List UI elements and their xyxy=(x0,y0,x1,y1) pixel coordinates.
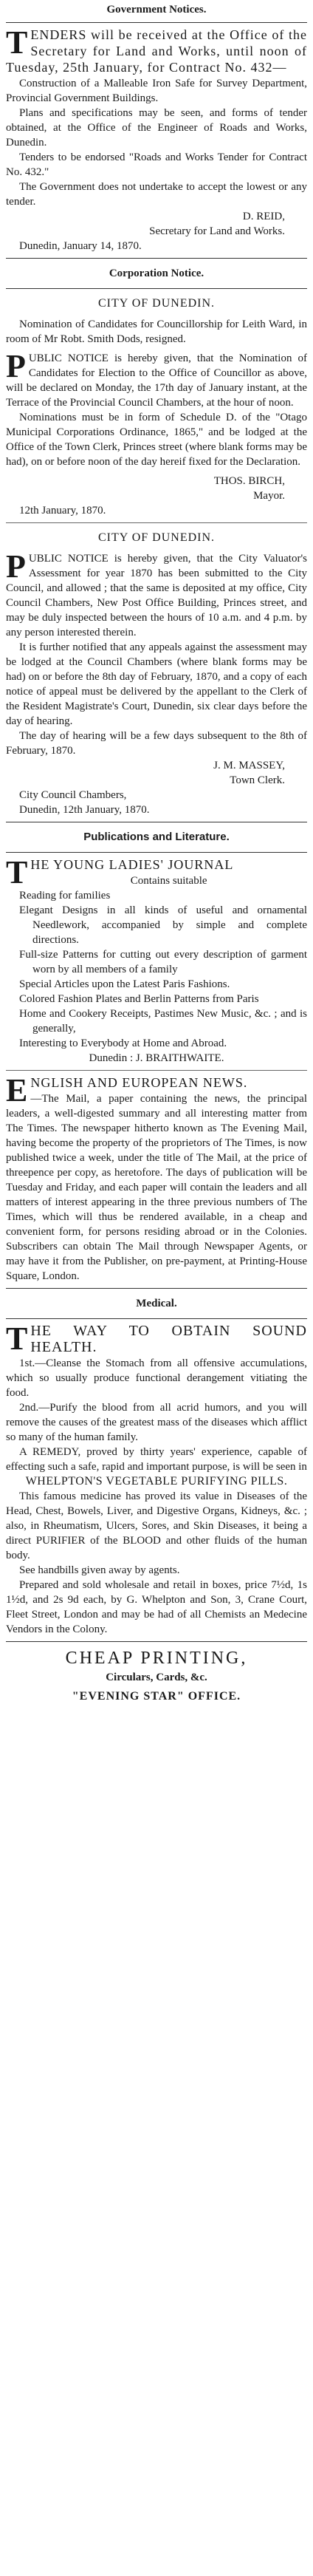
city-notice-assessment xyxy=(6,531,307,817)
tenders-signer: D. REID, xyxy=(242,211,285,222)
cheap-printing-office: "EVENING STAR" OFFICE. xyxy=(72,1690,241,1703)
medical-p6: Prepared and sold wholesale and retail in boxes, price 7½d, 1s 1½d, and 2s 9d each, by G. Whelpton and Son, 3, Crane Court, Fleet Street, London and may be had of all Chemists an Medecine Vendors in the Colony. xyxy=(6,1579,307,1635)
divider xyxy=(6,288,307,289)
medical-p2: 2nd.—Purify the blood from all acrid humors, and you will remove the causes of the greatest mass of the diseases which afflict so many of the human family. xyxy=(6,1402,307,1443)
nomination-body: Nominations must be in form of Schedule D. of the "Otago Municipal Corporations Ordinance, 1865," and be lodged at the Office of the Town Clerk, Princes street (where blank forms may be had), on or before noon of the day hereif fixed for the Declaration. xyxy=(6,412,307,468)
cheap-printing-ad xyxy=(6,1651,307,1704)
journal-item: Full-size Patterns for cutting out every description of garment worn by all members of a family xyxy=(19,949,307,975)
cheap-printing-title: CHEAP PRINTING, xyxy=(65,1649,248,1668)
journal-item: Colored Fashion Plates and Berlin Patterns from Paris xyxy=(19,993,259,1005)
tenders-signer-title: Secretary for Land and Works. xyxy=(149,225,285,237)
divider xyxy=(6,522,307,523)
journal-ad xyxy=(6,854,307,1066)
assessment-dateline: Dunedin, 12th January, 1870. xyxy=(19,804,150,816)
section-heading-medical: Medical. xyxy=(136,1298,177,1309)
assessment-signer: J. M. MASSEY, xyxy=(213,760,285,771)
journal-item: Reading for families xyxy=(19,890,111,902)
assessment-signer-title: Town Clerk. xyxy=(230,774,285,786)
divider xyxy=(6,22,307,23)
divider xyxy=(6,258,307,259)
section-heading-publications: Publications and Literature. xyxy=(83,831,230,843)
journal-agent: Dunedin : J. BRAITHWAITE. xyxy=(89,1052,224,1064)
drop-cap-t: T xyxy=(6,1321,28,1357)
divider xyxy=(6,1070,307,1071)
city-title: CITY OF DUNEDIN. xyxy=(97,531,216,544)
cheap-printing-sub: Circulars, Cards, &c. xyxy=(106,1672,207,1683)
assessment-body-2: The day of hearing will be a few days subsequent to the 8th of February, 1870. xyxy=(6,730,307,757)
journal-item: Special Articles upon the Latest Paris Fashions. xyxy=(19,978,230,990)
tenders-body-4: The Government does not undertake to accept the lowest or any tender. xyxy=(6,181,307,208)
drop-cap-t: T xyxy=(6,24,28,61)
tenders-lead: ENDERS will be received at the Office of the Secretary for Land and Works, until noon of Tuesday, 25th January, for Contract No. 432— xyxy=(6,27,307,75)
assessment-lead: UBLIC NOTICE is hereby given, that the City Valuator's Assessment for year 1870 has been submitted to the City Council, and allowed ; that the same is deposited at my office, City Council Chambers, New Post Office Building, Princes street, and may be duly inspected between the hours of 10 a.m. and 4 p.m. by any person interested therein. xyxy=(6,553,307,638)
journal-contains: Contains suitable xyxy=(130,875,207,887)
medical-p3a: A REMEDY, proved by thirty years' experience, capable of effecting such a safe, rapid and important purpose, is will be seen in xyxy=(6,1446,307,1473)
medical-lead: HE WAY TO OBTAIN SOUND HEALTH. xyxy=(30,1323,307,1355)
divider xyxy=(6,1318,307,1319)
city-title: CITY OF DUNEDIN. xyxy=(97,297,216,310)
nomination-signer: THOS. BIRCH, xyxy=(213,475,285,487)
journal-item: Home and Cookery Receipts, Pastimes New Music, &c. ; and is generally, xyxy=(19,1008,307,1035)
nomination-signer-title: Mayor. xyxy=(253,490,285,502)
news-lead: NGLISH AND EUROPEAN NEWS. xyxy=(30,1075,248,1090)
section-heading-corporation: Corporation Notice. xyxy=(109,268,204,279)
section-heading-government: Government Notices. xyxy=(106,4,207,16)
tenders-body-1: Construction of a Malleable Iron Safe for Survey Department, Provincial Government Buildings. xyxy=(6,78,307,104)
drop-cap-t: T xyxy=(6,854,28,890)
news-ad xyxy=(6,1072,307,1284)
medical-p5: See handbills given away by agents. xyxy=(19,1564,180,1576)
nomination-dateline: 12th January, 1870. xyxy=(19,505,106,517)
tenders-dateline: Dunedin, January 14, 1870. xyxy=(19,240,142,252)
city-notice-nomination xyxy=(6,296,307,518)
assessment-body-1: It is further notified that any appeals against the assessment may be lodged at the Council Chambers (where blank forms may be had) on or before the 8th day of February, 1870, and a copy of each notice of appeal must be delivered by the appellant to the Clerk of the Resident Magistrate's Court, Dunedin, six clear days before the day of hearing. xyxy=(6,641,307,727)
journal-item: Interesting to Everybody at Home and Abroad. xyxy=(19,1037,227,1049)
nomination-lead: UBLIC NOTICE is hereby given, that the Nomination of Candidates for Election to the Office of Councillor as above, will be declared on Monday, the 17th day of January instant, at the Terrace of the Provincial Council Chambers, at the hour of noon. xyxy=(6,352,307,409)
divider xyxy=(6,1641,307,1642)
assessment-place: City Council Chambers, xyxy=(19,789,127,801)
tenders-body-2: Plans and specifications may be seen, and forms of tender obtained, at the Office of the Engineer of Roads and Works, Dunedin. xyxy=(6,107,307,149)
journal-item: Elegant Designs in all kinds of useful and ornamental Needlework, accompanied by simple and complete directions. xyxy=(19,904,307,946)
journal-lead: HE YOUNG LADIES' JOURNAL xyxy=(30,857,234,872)
divider xyxy=(6,852,307,853)
medical-ad xyxy=(6,1323,307,1637)
divider xyxy=(6,1288,307,1289)
medical-product: WHELPTON'S VEGETABLE PURIFYING PILLS. xyxy=(25,1475,288,1488)
drop-cap-p: P xyxy=(6,548,26,585)
news-body: —The Mail, a paper containing the news, the principal leaders, a well-digested summary and all interesting matter from The Times. The newspaper hitherto known as The Evening Mail, having become the property of the proprietors of The Times, is now published twice a week, under the title of The Mail, at the price of threepence per copy, as heretofore. The days of publication will be Tuesday and Friday, and each paper will contain the leaders and all matters of interest appearing in the three previous numbers of The Times, which will thus be rendered available, in a cheap and convenient form, for persons residing abroad or in the Colonies. Subscribers can obtain The Mail through Newspaper Agents, or may have it from the Publisher, on pre-payment, at Printing-House Square, London. xyxy=(6,1093,307,1282)
tenders-body-3: Tenders to be endorsed "Roads and Works Tender for Contract No. 432." xyxy=(6,151,307,178)
medical-p4: This famous medicine has proved its value in Diseases of the Head, Chest, Bowels, Liver, and Digestive Organs, Kidneys, &c. ; also, in Rheumatism, Ulcers, Sores, and Skin Diseases, it being a direct PURIFIER of the BLOOD and other fluids of the human body. xyxy=(6,1490,307,1561)
drop-cap-p: P xyxy=(6,348,26,384)
medical-p1: 1st.—Cleanse the Stomach from all offensive accumulations, which so usually produce functional derangement vitiating the food. xyxy=(6,1357,307,1399)
tenders-notice xyxy=(6,24,307,253)
nomination-subtitle: Nomination of Candidates for Councillorship for Leith Ward, in room of Mr Robt. Smith Dods, resigned. xyxy=(6,318,307,345)
journal-items-list xyxy=(6,888,307,1051)
drop-cap-e: E xyxy=(6,1072,28,1108)
